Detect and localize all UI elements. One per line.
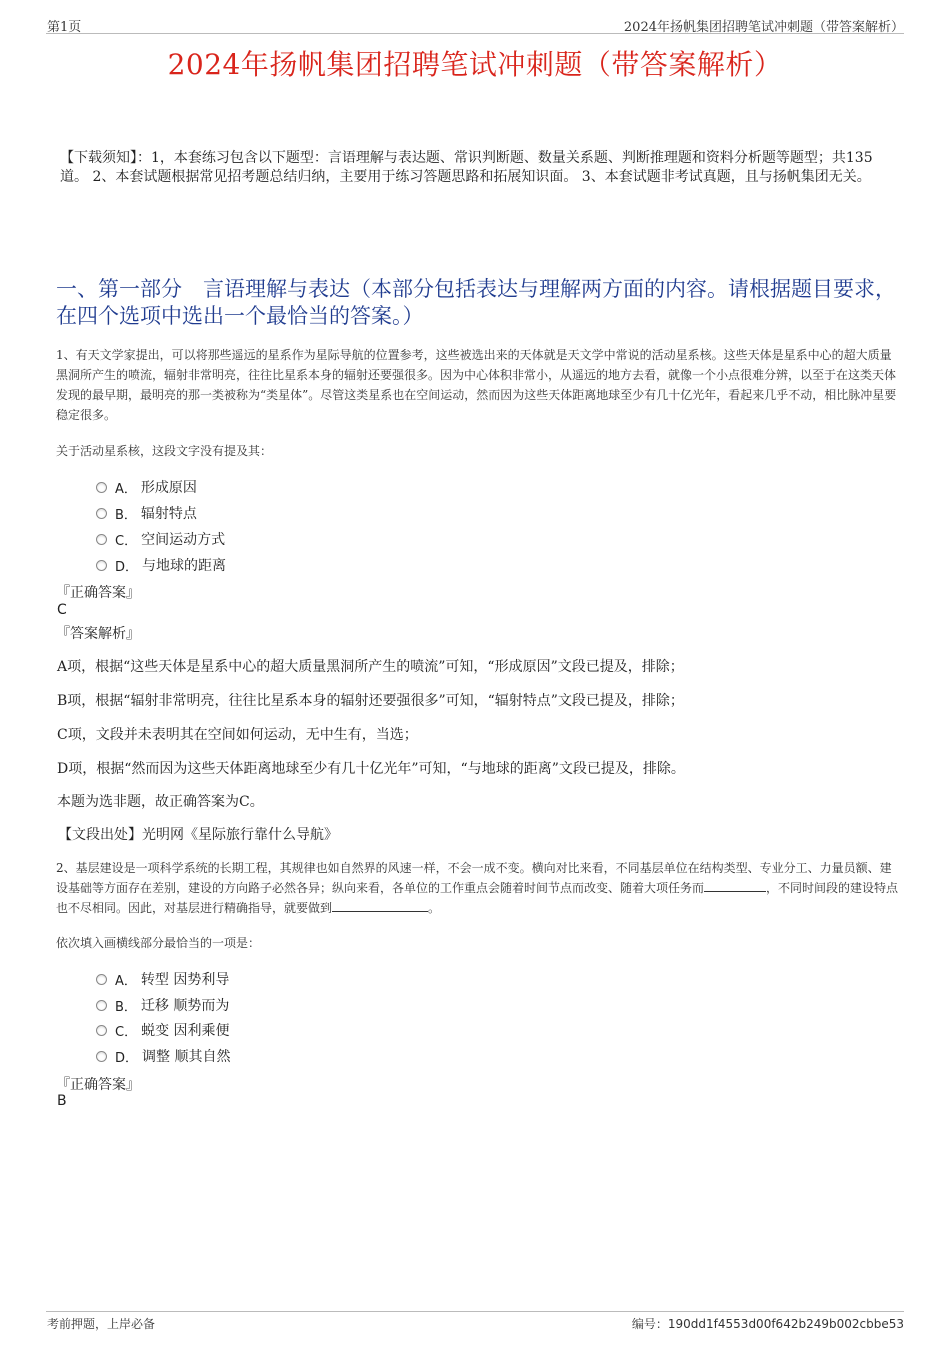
option-letter: D．: [115, 559, 139, 575]
question-2-prompt: 依次填入画横线部分最恰当的一项是：: [56, 936, 261, 950]
correct-answer-label: 『正确答案』: [56, 1077, 140, 1093]
blank-2: [332, 899, 428, 912]
option-text: 迁移 顺势而为: [140, 998, 230, 1014]
header-divider: [46, 33, 904, 34]
section-heading: 一、第一部分 言语理解与表达（本部分包括表达与理解两方面的内容。请根据题目要求，在四个选项中选出一个最恰当的答案。）: [56, 277, 896, 328]
question-1-prompt: 关于活动星系核，这段文字没有提及其：: [56, 444, 273, 458]
option-letter: D．: [115, 1050, 139, 1066]
explanation-b: B项，根据“辐射非常明亮，往往比星系本身的辐射还要强很多”可知，“辐射特点”文段已提及，排除；: [57, 693, 684, 709]
q2-option-a[interactable]: [96, 969, 229, 989]
footer-document-code: [632, 1315, 904, 1332]
download-notice: 【下载须知】：1，本套练习包含以下题型：言语理解与表达题、常识判断题、数量关系题、判断推理题和资料分析题等题型；共135道。 2、本套试题根据常见招考题总结归纳，主要用于练习答题思路和拓展知识面。 3、本套试题非考试真题，且与扬帆集团无关。: [60, 150, 873, 185]
footer-code-label: 编号：: [631, 1317, 668, 1331]
option-text: 空间运动方式: [141, 532, 226, 548]
footer-divider: [46, 1311, 904, 1312]
explanation-conclusion: 本题为选非题，故正确答案为C。: [57, 794, 264, 810]
radio-button[interactable]: [96, 482, 107, 493]
blank-1: [704, 879, 766, 892]
option-letter: B．: [115, 999, 137, 1015]
footer-code-value: 190dd1f4553d00f642b249b002cbbe53: [667, 1317, 904, 1331]
q1-option-d[interactable]: [96, 555, 226, 575]
q2-option-b[interactable]: [96, 995, 229, 1015]
correct-answer-label: 『正确答案』: [56, 585, 140, 601]
question-1-text: 1、有天文学家提出，可以将那些遥远的星系作为星际导航的位置参考，这些被选出来的天体就是天文学中常说的活动星系核。这些天体是星系中心的超大质量黑洞所产生的喷流，辐射非常明亮，往往比星系本身的辐射还要强很多。因为中心体积非常小，从遥远的地方去看，就像一个小点很难分辨，以至于在这类天体发现的最早期，最明亮的那一类被称为“类星体”。尽管这类星系也在空间运动，然而因为这些天体距离地球至少有几十亿光年，看起来几乎不动，相比脉冲星要稳定很多。: [56, 348, 897, 422]
option-text: 辐射特点: [140, 506, 197, 522]
question-2-text-part-3: 。: [428, 901, 441, 915]
option-letter: C．: [115, 1024, 138, 1040]
option-letter: A．: [115, 481, 137, 497]
radio-button[interactable]: [96, 560, 107, 571]
option-text: 形成原因: [140, 480, 197, 496]
correct-answer-value: B: [57, 1093, 67, 1109]
option-text: 转型 因势利导: [140, 972, 230, 988]
radio-button[interactable]: [96, 508, 107, 519]
q2-option-d[interactable]: [96, 1046, 230, 1066]
radio-button[interactable]: [96, 534, 107, 545]
question-2-text-part-2: ，不同时间段的建设特点也不尽相同。因此，对基层进行精确指导，就要做到: [56, 881, 899, 915]
question-2-text: [56, 858, 901, 918]
explanation-d: D项，根据“然而因为这些天体距离地球至少有几十亿光年”可知，“与地球的距离”文段已提及，排除。: [57, 761, 685, 777]
explanation-a: A项，根据“这些天体是星系中心的超大质量黑洞所产生的喷流”可知，“形成原因”文段已提及，排除；: [57, 659, 684, 675]
footer-slogan: 考前押题，上岸必备: [47, 1317, 156, 1331]
radio-button[interactable]: [96, 1051, 107, 1062]
q2-option-c[interactable]: [96, 1020, 230, 1040]
correct-answer-value: C: [57, 602, 67, 618]
option-text: 与地球的距离: [142, 558, 227, 574]
q1-option-b[interactable]: [96, 503, 197, 523]
option-text: 调整 顺其自然: [142, 1049, 231, 1065]
page-number: 第1页: [47, 20, 82, 35]
option-letter: A．: [115, 973, 137, 989]
radio-button[interactable]: [96, 1000, 107, 1011]
radio-button[interactable]: [96, 974, 107, 985]
option-letter: B．: [115, 507, 137, 523]
question-2-text-part-1: 2、基层建设是一项科学系统的长期工程，其规律也如自然界的风速一样，不会一成不变。横向对比来看，不同基层单位在结构类型、专业分工、力量员额、建设基础等方面存在差别，建设的方向路子必然各异；纵向来看，各单位的工作重点会随着时间节点而改变、随着大项任务而: [56, 861, 892, 895]
analysis-label: 『答案解析』: [56, 626, 140, 642]
option-text: 蜕变 因利乘便: [141, 1023, 230, 1039]
explanation-c: C项，文段并未表明其在空间如何运动，无中生有，当选；: [57, 727, 418, 743]
radio-button[interactable]: [96, 1025, 107, 1036]
option-letter: C．: [115, 533, 138, 549]
q1-option-c[interactable]: [96, 529, 225, 549]
source-citation: 【文段出处】光明网《星际旅行靠什么导航》: [58, 827, 338, 843]
q1-option-a[interactable]: [96, 477, 197, 497]
running-header-title: 2024年扬帆集团招聘笔试冲刺题（带答案解析）: [623, 20, 904, 35]
document-title: 2024年扬帆集团招聘笔试冲刺题（带答案解析）: [167, 48, 783, 81]
